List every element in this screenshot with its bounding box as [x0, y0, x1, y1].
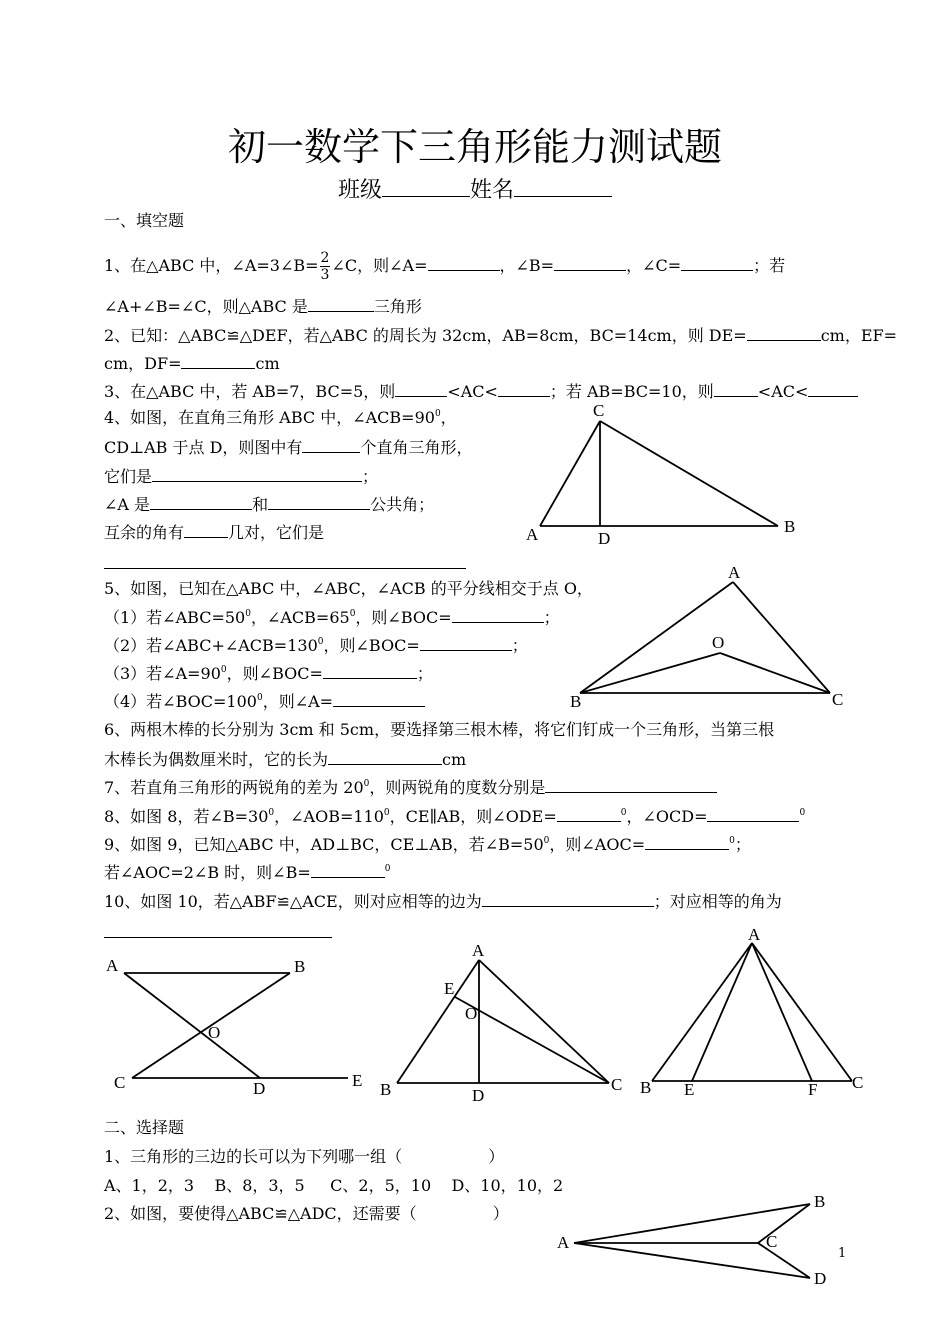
- segment-ad: [124, 973, 260, 1078]
- q2-line2: [104, 353, 280, 374]
- q1-line1: [104, 250, 785, 283]
- label-b: B: [640, 1078, 652, 1097]
- q5-part1: [104, 607, 560, 628]
- q4-text-4b: 和: [252, 495, 269, 514]
- q5-p3-b: ，则∠BOC=: [226, 664, 323, 683]
- q1-blank-c[interactable]: [681, 255, 753, 271]
- label-b: B: [814, 1192, 826, 1211]
- segment-ab: [652, 943, 752, 1081]
- q9-text-c: ；: [734, 835, 751, 854]
- degree-mark: 0: [384, 864, 391, 874]
- q10-text-a: 10、如图 10，若△ABF≌△ACE，则对应相等的边为: [104, 892, 482, 911]
- q1-text-c: ，∠B=: [499, 256, 555, 275]
- q4-blank-count[interactable]: [302, 437, 360, 453]
- q4-text-4c: 公共角；: [370, 495, 435, 514]
- label-b: B: [294, 957, 306, 976]
- q3-blank-2[interactable]: [498, 381, 550, 397]
- label-b: B: [380, 1080, 392, 1099]
- q8-line: [104, 806, 805, 827]
- degree-mark: 0: [729, 836, 735, 846]
- q3-text-b: <AC<: [447, 382, 498, 401]
- figure-10: [630, 925, 875, 1105]
- q3-blank-1[interactable]: [395, 381, 447, 397]
- q9-blank-aoc[interactable]: [645, 834, 729, 850]
- q1-line2: [104, 296, 422, 317]
- class-blank[interactable]: [382, 176, 470, 197]
- q6-text-a: 木棒长为偶数厘米时，它的长为: [104, 750, 329, 769]
- q10-text-b: ；对应相等的角为: [653, 892, 782, 911]
- q1-text-e: ；若: [753, 256, 786, 275]
- choice2-question: [104, 1204, 509, 1224]
- q9-text-b: ，则∠AOC=: [549, 835, 646, 854]
- q6-line1: 6、两根木棒的长分别为 3cm 和 5cm，要选择第三根木棒，将它们钉成一个三角形，当第三根: [104, 720, 775, 739]
- figure-9: [375, 935, 635, 1110]
- label-b: B: [784, 517, 796, 536]
- q1-line2-text: ∠A+∠B=∠C，则△ABC 是: [104, 297, 308, 316]
- q4-blank-triangles[interactable]: [152, 466, 362, 482]
- q3-blank-3[interactable]: [714, 381, 758, 397]
- q4-blank-pairs-list[interactable]: [104, 553, 466, 569]
- choice1-question: [104, 1147, 504, 1167]
- q4-blank-angle1[interactable]: [150, 494, 252, 510]
- q4-blank-angle2[interactable]: [268, 494, 370, 510]
- q8-blank-ode[interactable]: [557, 806, 621, 822]
- q5-p1-a: （1）若∠ABC=50: [104, 608, 246, 627]
- q2-text-a: 2、已知：△ABC≌△DEF，若△ABC 的周长为 32cm，AB=8cm，BC=14cm，则 DE=: [104, 326, 747, 345]
- figure-right-triangle: [520, 398, 810, 548]
- figure-angle-bisectors: [560, 560, 860, 720]
- class-name-line: [0, 176, 950, 206]
- q4-text-3a: 它们是: [104, 467, 153, 486]
- q3-blank-4[interactable]: [808, 381, 858, 397]
- q5-p4-a: （4）若∠BOC=100: [104, 692, 257, 711]
- page-number: 1: [838, 1246, 847, 1261]
- q3-text-a: 3、在△ABC 中，若 AB=7，BC=5，则: [104, 382, 396, 401]
- label-c: C: [852, 1073, 864, 1092]
- q5-p2-a: （2）若∠ABC+∠ACB=130: [104, 636, 318, 655]
- segment-ac: [733, 582, 830, 693]
- choice2-text: 2、如图，要使得△ABC≌△ADC，还需要（: [104, 1204, 417, 1223]
- degree-mark: 0: [268, 808, 275, 818]
- q3-text-d: <AC<: [757, 382, 809, 401]
- q2-text-b: cm，EF=: [820, 326, 898, 345]
- label-a: A: [472, 941, 485, 960]
- label-c: C: [832, 690, 844, 709]
- q4-text-5b: 几对，它们是: [228, 523, 325, 542]
- label-a: A: [748, 925, 761, 944]
- degree-mark: 0: [434, 409, 441, 419]
- label-a: A: [106, 956, 119, 975]
- segment-ac: [540, 421, 600, 526]
- q5-blank-4[interactable]: [333, 691, 425, 707]
- label-a: A: [557, 1233, 570, 1252]
- q5-blank-1[interactable]: [452, 607, 544, 623]
- segment-bo: [580, 653, 720, 693]
- label-c: C: [114, 1073, 126, 1092]
- q5-p4-b: ，则∠A=: [262, 692, 334, 711]
- q4-blank-pairs[interactable]: [184, 522, 228, 538]
- label-d: D: [814, 1269, 827, 1288]
- label-d: D: [598, 529, 611, 548]
- segment-cb: [600, 421, 778, 526]
- q4-text-2b: 个直角三角形，: [360, 438, 473, 457]
- label-a: A: [728, 563, 741, 582]
- q7-line: [104, 777, 717, 798]
- q5-p1-d: ；: [543, 608, 560, 627]
- q7-text-a: 7、若直角三角形的两锐角的差为 20: [104, 778, 364, 797]
- page-title: 初一数学下三角形能力测试题: [227, 125, 722, 169]
- q4-text-5a: 互余的角有: [104, 523, 185, 542]
- q5-part2: [104, 635, 528, 656]
- q4-text-2a: CD⊥AB 于点 D，则图中有: [104, 438, 303, 457]
- label-a: A: [526, 525, 539, 544]
- fraction: [320, 250, 331, 283]
- q2-text-c: cm，DF=: [104, 354, 182, 373]
- q5-p3-c: ；: [416, 664, 433, 683]
- q6-line2: [104, 749, 466, 770]
- q10-blank-sides[interactable]: [482, 891, 654, 907]
- q5-blank-2[interactable]: [420, 635, 512, 651]
- q4-line5: [104, 522, 324, 543]
- choice1-close: ）: [488, 1147, 505, 1166]
- q4-line2: [104, 437, 472, 458]
- label-b: B: [570, 692, 582, 711]
- label-o: O: [208, 1023, 221, 1042]
- section-heading-fill: 一、填空题: [104, 211, 185, 230]
- label-c: C: [593, 401, 605, 420]
- q4-line1: [104, 408, 457, 428]
- segment-ab: [580, 582, 733, 693]
- q1-blank-a[interactable]: [428, 255, 500, 271]
- choice2-close: ）: [492, 1204, 509, 1223]
- q1-text-b: ∠C，则∠A=: [331, 256, 428, 275]
- q4-line3: [104, 466, 378, 487]
- fraction-numerator: 2: [320, 250, 330, 266]
- q5-part3: [104, 663, 433, 684]
- q1-blank-b[interactable]: [554, 255, 626, 271]
- q4-text-1: 4、如图，在直角三角形 ABC 中，∠ACB=90: [104, 408, 435, 427]
- degree-mark: 0: [349, 609, 356, 619]
- name-label: 姓名: [470, 178, 515, 203]
- q4-line4: [104, 494, 434, 515]
- segment-ac: [752, 943, 852, 1081]
- degree-mark: 0: [799, 808, 806, 818]
- fraction-denominator: 3: [320, 267, 330, 283]
- label-e: E: [352, 1071, 363, 1090]
- name-blank[interactable]: [514, 176, 612, 197]
- label-e: E: [684, 1080, 695, 1099]
- q8-blank-ocd[interactable]: [707, 806, 799, 822]
- label-o: O: [465, 1004, 478, 1023]
- degree-mark: 0: [245, 609, 251, 619]
- degree-mark: 0: [256, 693, 263, 703]
- q8-text-d: ，∠OCD=: [626, 807, 708, 826]
- q7-blank[interactable]: [545, 777, 717, 793]
- label-e: E: [444, 979, 455, 998]
- q4-comma: ，: [440, 408, 457, 427]
- q10-line1: [104, 891, 782, 912]
- choice1-text: 1、三角形的三边的长可以为下列哪一组（: [104, 1147, 403, 1166]
- q9-blank-b[interactable]: [311, 862, 385, 878]
- q5-p2-b: ，则∠BOC=: [323, 636, 420, 655]
- q3-text-c: ；若 AB=BC=10，则: [549, 382, 714, 401]
- section-heading-choice: 二、选择题: [104, 1118, 185, 1137]
- q6-blank[interactable]: [328, 749, 442, 765]
- degree-mark: 0: [620, 808, 627, 818]
- q5-p2-c: ；: [511, 636, 528, 655]
- q9-text-d: 若∠AOC=2∠B 时，则∠B=: [104, 863, 311, 882]
- q2-blank-df[interactable]: [181, 353, 255, 369]
- q4-text-4a: ∠A 是: [104, 495, 151, 514]
- q10-blank-angles[interactable]: [104, 922, 332, 938]
- q5-p3-a: （3）若∠A=90: [104, 664, 221, 683]
- q5-p1-b: ，∠ACB=65: [250, 608, 350, 627]
- q5-blank-3[interactable]: [323, 663, 417, 679]
- q1-blank-type[interactable]: [308, 296, 374, 312]
- label-o: O: [712, 633, 725, 652]
- label-d: D: [472, 1086, 485, 1105]
- degree-mark: 0: [383, 808, 390, 818]
- degree-mark: 0: [317, 637, 324, 647]
- q1-text-d: ，∠C=: [626, 256, 682, 275]
- label-c: C: [766, 1232, 778, 1251]
- q8-text-c: ，CE∥AB，则∠ODE=: [389, 807, 557, 826]
- q8-text-b: ，∠AOB=110: [274, 807, 384, 826]
- degree-mark: 0: [363, 779, 370, 789]
- q2-blank-de[interactable]: [747, 325, 821, 341]
- degree-mark: 0: [543, 836, 550, 846]
- q2-line1: [104, 325, 897, 346]
- choice1-options: A、1，2，3 B、8，3，5 C、2，5，10 D、10，10，2: [104, 1176, 564, 1195]
- q6-text-b: cm: [442, 750, 467, 769]
- figure-8: [100, 950, 380, 1100]
- label-c: C: [611, 1075, 623, 1094]
- q2-text-d: cm: [255, 354, 280, 373]
- q9-line2: [104, 862, 390, 883]
- figure-kite: [550, 1190, 840, 1290]
- q9-line1: [104, 834, 751, 855]
- q8-text-a: 8、如图 8，若∠B=30: [104, 807, 269, 826]
- q7-text-b: ，则两锐角的度数分别是: [369, 778, 546, 797]
- degree-mark: 0: [220, 665, 227, 675]
- class-label: 班级: [337, 178, 382, 203]
- label-d: D: [253, 1079, 266, 1098]
- q1-line2-tail: 三角形: [373, 297, 422, 316]
- q4-text-3b: ；: [362, 467, 379, 486]
- q1-text-a: 1、在△ABC 中，∠A=3∠B=: [104, 256, 319, 275]
- q9-text-a: 9、如图 9，已知△ABC 中，AD⊥BC，CE⊥AB，若∠B=50: [104, 835, 544, 854]
- q5-line1: 5、如图，已知在△ABC 中，∠ABC，∠ACB 的平分线相交于点 O，: [104, 579, 593, 598]
- q5-part4: [104, 691, 425, 712]
- q5-p1-c: ，则∠BOC=: [355, 608, 452, 627]
- label-f: F: [808, 1080, 818, 1099]
